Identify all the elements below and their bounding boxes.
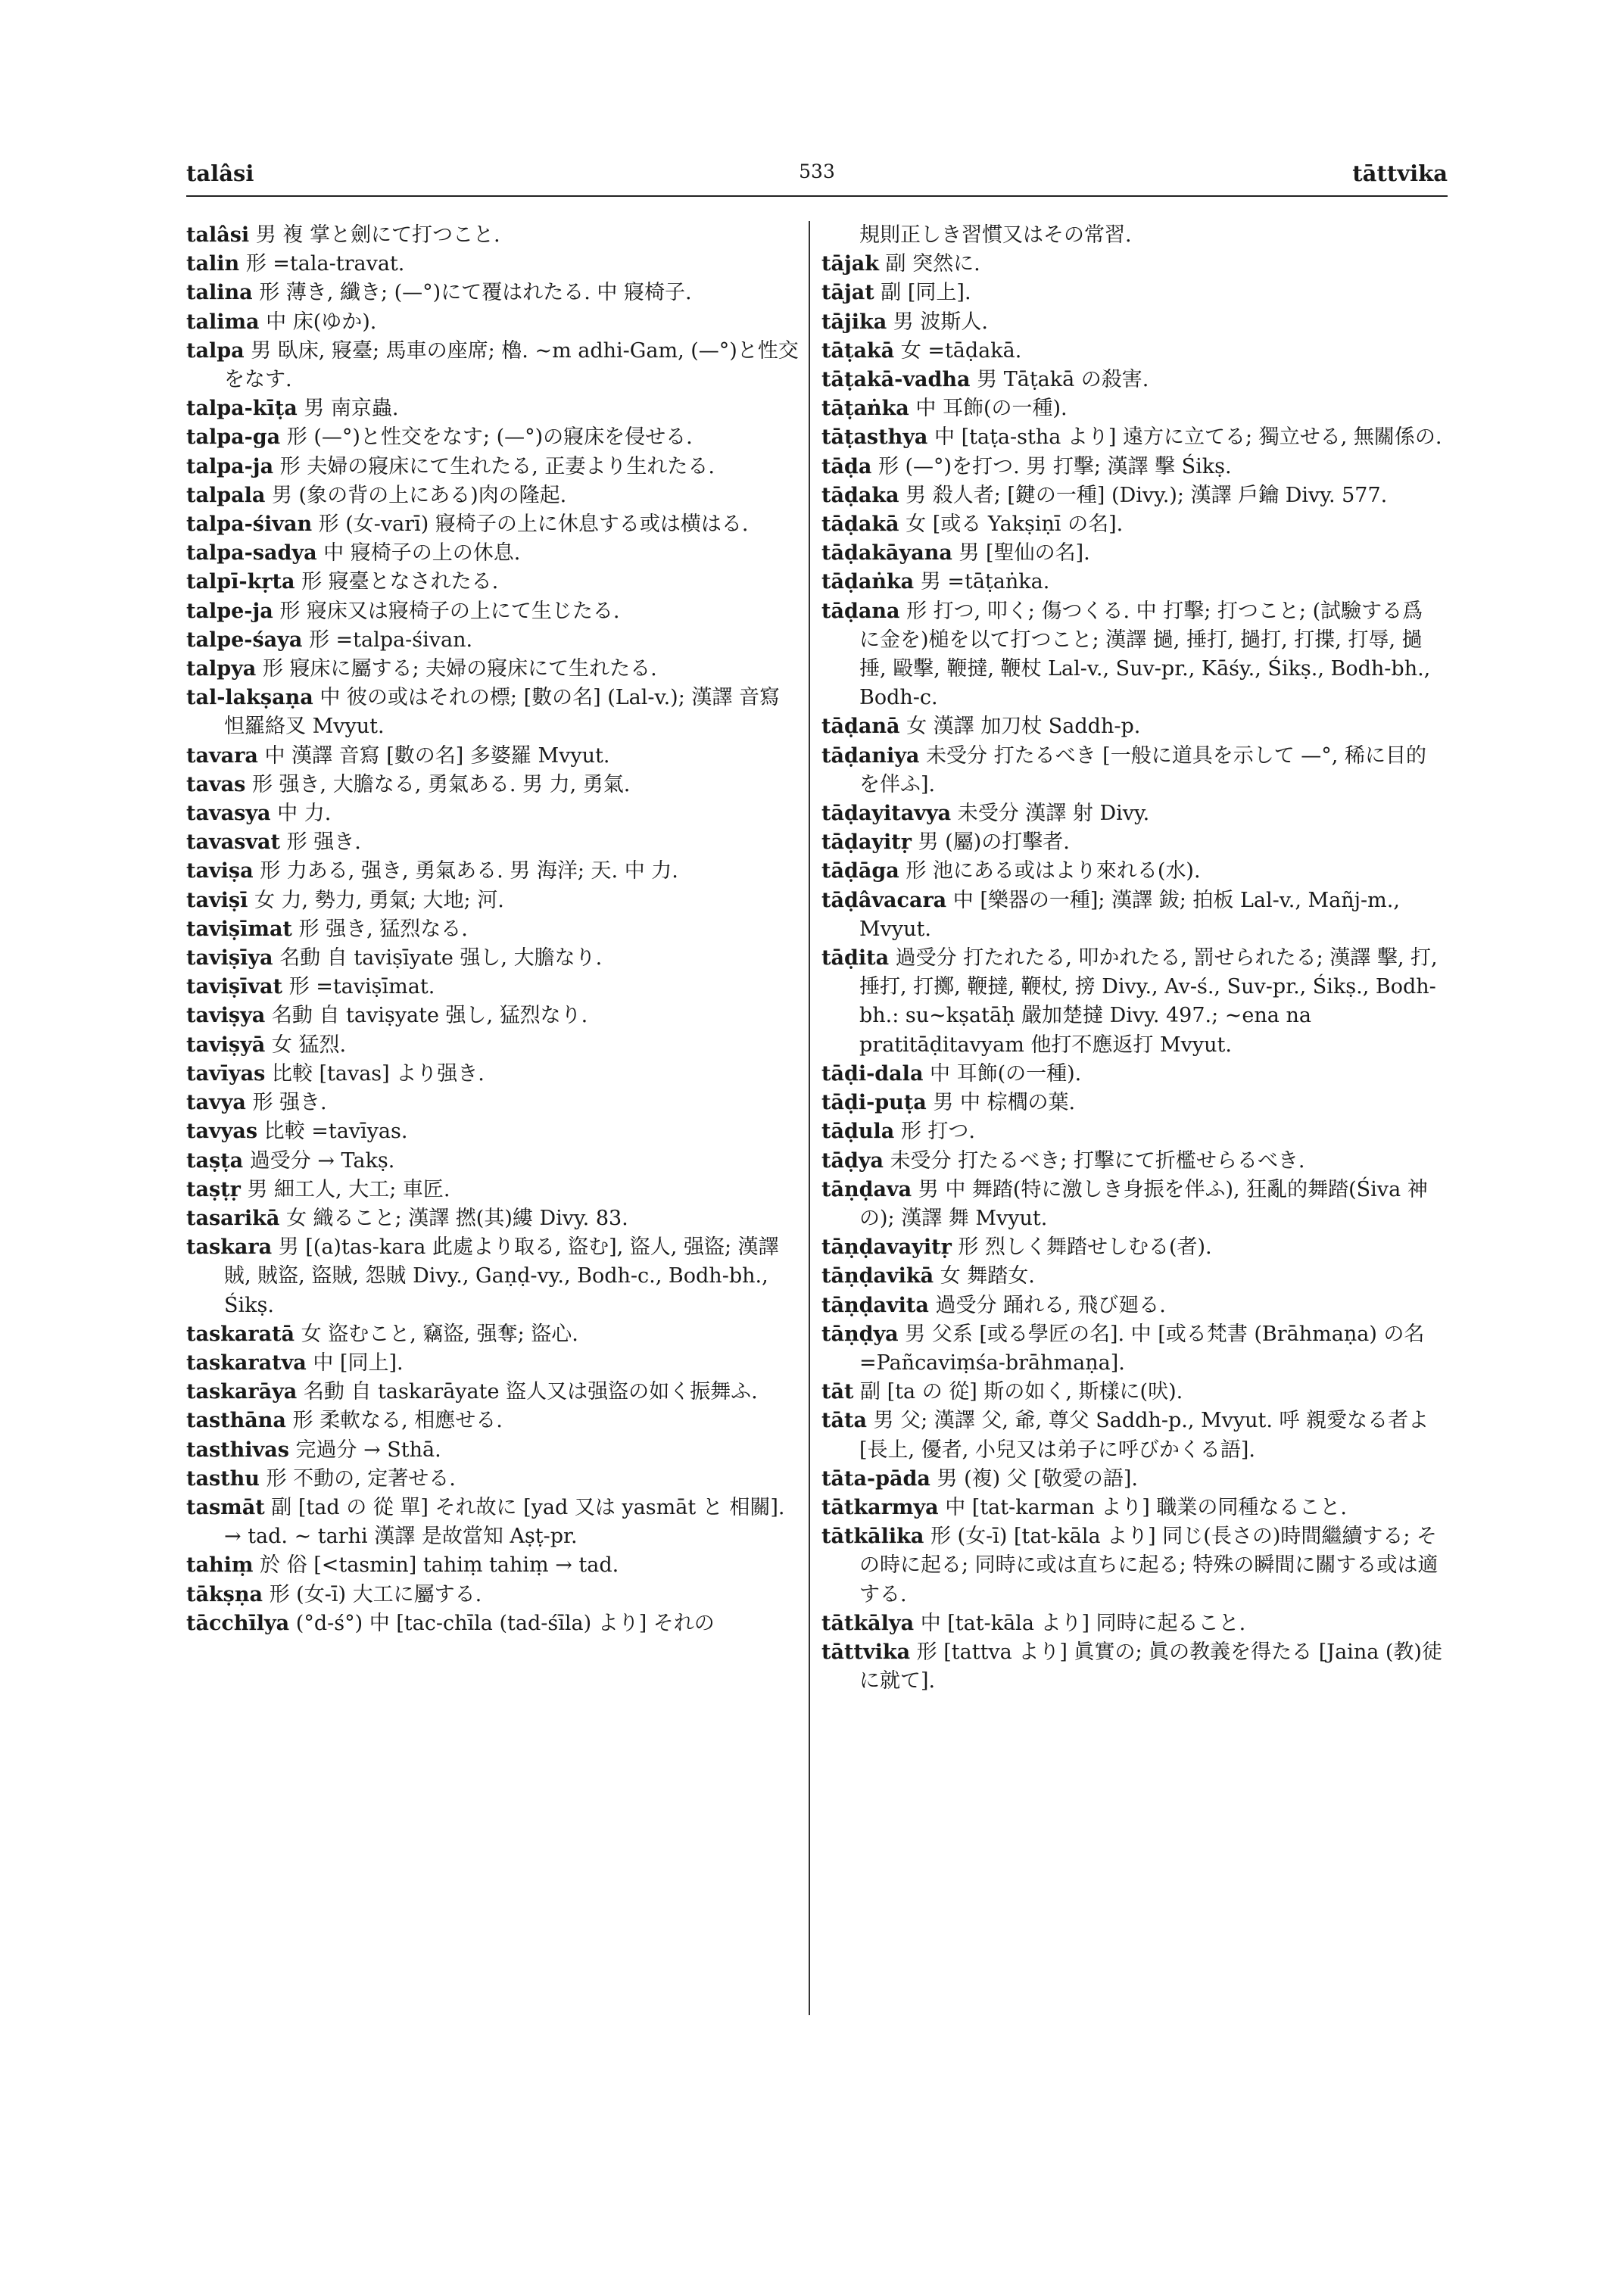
entry-headword: tāṭakā-vadha xyxy=(821,368,971,392)
entry-headword: talpa-kīṭa xyxy=(186,397,298,421)
dictionary-entry xyxy=(821,337,1442,366)
dictionary-entry xyxy=(821,1638,1442,1696)
entry-definition: 女 漢譯 加刀杖 Saddh-p. xyxy=(906,715,1141,739)
left-guide-word: talâsi xyxy=(186,160,254,186)
dictionary-entry xyxy=(186,1089,800,1117)
entry-headword: taskarāya xyxy=(186,1380,298,1404)
dictionary-entry xyxy=(821,250,1442,279)
dictionary-entry xyxy=(186,1147,800,1176)
entry-headword: tāḍanā xyxy=(821,715,900,739)
entry-headword: tāṇḍavikā xyxy=(821,1264,934,1288)
entry-definition: 過受分 → Takṣ. xyxy=(249,1148,395,1173)
entry-definition: 形 打つ. xyxy=(900,1120,975,1144)
entry-headword: taskaratā xyxy=(186,1322,295,1346)
left-column xyxy=(186,221,800,1638)
dictionary-entry xyxy=(186,568,800,597)
dictionary-entry xyxy=(821,742,1442,799)
dictionary-entry xyxy=(186,308,800,337)
entry-headword: taviṣīya xyxy=(186,946,273,970)
entry-headword: tāttvika xyxy=(821,1640,911,1664)
entry-definition: 形 烈しく舞踏せしむる(者). xyxy=(958,1235,1212,1260)
entry-headword: tāḍaniya xyxy=(821,743,920,768)
dictionary-entry xyxy=(186,886,800,915)
entry-headword: tavasvat xyxy=(186,830,281,855)
dictionary-entry xyxy=(821,1291,1442,1320)
entry-definition: 中 床(ゆか). xyxy=(266,310,377,334)
column-divider xyxy=(809,221,810,2015)
dictionary-entry xyxy=(186,1233,800,1320)
entry-definition: 女 [或る Yakṣiṇī の名]. xyxy=(906,512,1124,537)
entry-definition: 男 (象の背の上にある)肉の隆起. xyxy=(271,483,567,507)
dictionary-entry xyxy=(186,828,800,857)
dictionary-entry xyxy=(186,394,800,423)
entry-definition: 男 (複) 父 [敬愛の語]. xyxy=(937,1466,1138,1491)
entry-headword: tavya xyxy=(186,1091,246,1115)
entry-headword: talpe-śaya xyxy=(186,628,303,652)
running-header xyxy=(186,160,1448,197)
entry-definition: 形 寢臺となされたる. xyxy=(301,570,499,594)
entry-definition: 男 =tāṭaṅka. xyxy=(920,570,1050,594)
entry-headword: talâsi xyxy=(186,223,250,247)
entry-headword: tājak xyxy=(821,252,879,276)
entry-headword: taviṣya xyxy=(186,1004,266,1028)
entry-definition: 女 織ること; 漢譯 撚(其)縷 Divy. 83. xyxy=(285,1206,628,1230)
entry-headword: talina xyxy=(186,281,253,305)
entry-definition: 男 波斯人. xyxy=(893,310,988,334)
entry-definition: 形 打つ, 叩く; 傷つくる. 中 打擊; 打つこと; (試驗する爲に金を)槌を以て打つこと; 漢譯 撾, 捶打, 撾打, 打揲, 打辱, 撾捶, 毆擊, 鞭撻, 鞭杖 Lal-v., Suv-pr., Kāśy., Śikṣ., Bodh-bh., Bodh-c. xyxy=(859,599,1431,710)
entry-definition: (°d-ś°) 中 [tac-chīla (tad-śīla) より] それの xyxy=(295,1611,715,1635)
entry-definition: 形 薄き, 纖き; (—°)にて覆はれたる. 中 寢椅子. xyxy=(259,281,692,305)
entry-definition: 形 柔軟なる, 相應せる. xyxy=(292,1409,503,1433)
entry-headword: taviṣīvat xyxy=(186,975,283,999)
dictionary-entry xyxy=(186,1204,800,1233)
entry-headword: tāta-pāda xyxy=(821,1466,930,1491)
dictionary-entry xyxy=(186,799,800,828)
entry-headword: talpala xyxy=(186,483,266,507)
entry-headword: tasthāna xyxy=(186,1409,286,1433)
dictionary-entry xyxy=(821,712,1442,741)
dictionary-entry xyxy=(186,1320,800,1349)
dictionary-entry xyxy=(821,510,1442,539)
entry-definition: 形 强き. xyxy=(286,830,361,855)
dictionary-entry xyxy=(821,1089,1442,1117)
dictionary-entry xyxy=(186,1060,800,1089)
entry-definition: 名動 自 taskarāyate 盜人又は强盜の如く振舞ふ. xyxy=(303,1380,758,1404)
entry-headword: tahiṃ xyxy=(186,1553,254,1578)
dictionary-entry xyxy=(186,1176,800,1204)
dictionary-entry xyxy=(821,1117,1442,1146)
entry-definition: 名動 自 taviṣyate 强し, 猛烈なり. xyxy=(271,1004,588,1028)
page-number: 533 xyxy=(799,160,835,182)
entry-headword: taviṣa xyxy=(186,859,254,883)
dictionary-entry xyxy=(186,944,800,973)
entry-headword: tāṭaṅka xyxy=(821,397,909,421)
dictionary-entry xyxy=(821,394,1442,423)
dictionary-entry xyxy=(186,1002,800,1030)
entry-headword: tāḍaṅka xyxy=(821,570,915,594)
entry-definition: 中 [taṭa-stha より] 遠方に立てる; 獨立せる, 無關係の. xyxy=(934,425,1442,450)
dictionary-entry xyxy=(821,1147,1442,1176)
dictionary-entry xyxy=(186,423,800,452)
dictionary-entry xyxy=(821,308,1442,337)
entry-definition: 未受分 打たるべき [一般に道具を示して —°, 稀に目的を伴ふ]. xyxy=(859,743,1426,796)
entry-headword: tal-lakṣaṇa xyxy=(186,686,313,710)
entry-headword: tavyas xyxy=(186,1120,258,1144)
entry-definition: 完過分 → Sthā. xyxy=(295,1438,441,1462)
dictionary-entry xyxy=(821,1262,1442,1291)
entry-definition: 中 [tat-karman より] 職業の同種なること. xyxy=(945,1495,1347,1519)
entry-headword: tāḍayitṛ xyxy=(821,830,912,855)
dictionary-entry xyxy=(186,1407,800,1435)
dictionary-entry xyxy=(821,568,1442,597)
entry-definition: 中 寢椅子の上の休息. xyxy=(323,541,521,565)
entry-definition: 男 殺人者; [鍵の一種] (Divy.); 漢譯 戶鑰 Divy. 577. xyxy=(906,483,1388,507)
entry-definition: 形 [tattva より] 眞實の; 眞の教義を得たる [Jaina (教)徒に就て]. xyxy=(859,1640,1442,1693)
dictionary-entry xyxy=(186,221,800,250)
dictionary-entry xyxy=(186,539,800,568)
entry-definition: 男 複 掌と劍にて打つこと. xyxy=(255,223,500,247)
entry-headword: tavīyas xyxy=(186,1061,266,1086)
entry-definition: 比較 =tavīyas. xyxy=(263,1120,408,1144)
dictionary-entry xyxy=(186,973,800,1002)
entry-headword: talima xyxy=(186,310,260,334)
entry-definition: 比較 [tavas] より强き. xyxy=(271,1061,485,1086)
entry-definition: 中 力. xyxy=(277,802,332,826)
entry-definition: 形 寢床に屬する; 夫婦の寢床にて生れたる. xyxy=(262,657,657,681)
dictionary-entry xyxy=(821,857,1442,886)
dictionary-entry xyxy=(186,453,800,481)
entry-definition: 未受分 打たるべき; 打擊にて折檻せらるべき. xyxy=(890,1148,1305,1173)
entry-headword: tavara xyxy=(186,743,258,768)
entry-headword: tavasya xyxy=(186,802,271,826)
dictionary-entry xyxy=(821,453,1442,481)
entry-definition: 中 耳飾(の一種). xyxy=(930,1061,1082,1086)
entry-headword: tāḍaka xyxy=(821,483,899,507)
entry-definition: 女 舞踏女. xyxy=(940,1264,1035,1288)
entry-definition: 形 力ある, 强き, 勇氣ある. 男 海洋; 天. 中 力. xyxy=(260,859,678,883)
dictionary-entry xyxy=(186,1551,800,1580)
entry-definition: 中 [同上]. xyxy=(313,1351,404,1375)
dictionary-entry xyxy=(821,886,1442,944)
dictionary-entry xyxy=(821,944,1442,1060)
entry-definition: 男 Tāṭakā の殺害. xyxy=(977,368,1149,392)
dictionary-entry xyxy=(821,799,1442,828)
dictionary-entry xyxy=(186,1609,800,1638)
dictionary-entry xyxy=(821,1060,1442,1089)
entry-definition: 女 猛烈. xyxy=(271,1033,347,1057)
dictionary-entry xyxy=(186,510,800,539)
entry-definition: 女 盜むこと, 竊盜, 强奪; 盜心. xyxy=(301,1322,578,1346)
entry-definition: 於 俗 [<tasmin] tahiṃ tahiṃ → tad. xyxy=(260,1553,619,1578)
entry-headword: talpa-ja xyxy=(186,454,274,478)
entry-headword: talpa-śivan xyxy=(186,512,313,537)
entry-definition: 形 强き, 猛烈なる. xyxy=(298,917,468,941)
header-rule xyxy=(186,195,1448,197)
entry-definition: 規則正しき習慣又はその常習. xyxy=(859,223,1132,247)
dictionary-entry xyxy=(821,1176,1442,1233)
entry-definition: 形 =taviṣīmat. xyxy=(288,975,435,999)
dictionary-entry xyxy=(821,1465,1442,1494)
entry-definition: 男 南京蟲. xyxy=(304,397,399,421)
entry-headword: talpī-kṛta xyxy=(186,570,295,594)
entry-definition: 男 細工人, 大工; 車匠. xyxy=(247,1177,450,1201)
dictionary-entry xyxy=(821,366,1442,394)
dictionary-entry xyxy=(186,597,800,626)
entry-definition: 形 =talpa-śivan. xyxy=(308,628,473,652)
dictionary-entry xyxy=(186,1494,800,1551)
entry-headword: talin xyxy=(186,252,240,276)
entry-headword: taviṣīmat xyxy=(186,917,292,941)
entry-headword: tāḍayitavya xyxy=(821,802,952,826)
entry-definition: 副 [tad の 從 單] それ故に [yad 又は yasmāt と 相關]. → tad. ∼ tarhi 漢譯 是故當知 Aṣṭ-pr. xyxy=(224,1495,785,1549)
dictionary-entry xyxy=(186,1117,800,1146)
dictionary-entry xyxy=(186,481,800,510)
entry-definition: 形 (—°)と性交をなす; (—°)の寢床を侵せる. xyxy=(286,425,693,450)
entry-headword: tāḍakāyana xyxy=(821,541,952,565)
entry-headword: tājika xyxy=(821,310,887,334)
entry-headword: tākṣṇa xyxy=(186,1582,263,1606)
dictionary-entry xyxy=(821,279,1442,307)
dictionary-entry xyxy=(821,1320,1442,1378)
entry-headword: taṣṭa xyxy=(186,1148,244,1173)
entry-headword: talpa-sadya xyxy=(186,541,317,565)
entry-headword: tāḍâvacara xyxy=(821,888,947,912)
dictionary-entry xyxy=(821,481,1442,510)
dictionary-entry xyxy=(821,597,1442,713)
entry-definition: 形 强き, 大膽なる, 勇氣ある. 男 力, 勇氣. xyxy=(251,772,631,796)
entry-definition: 男 [聖仙の名]. xyxy=(959,541,1090,565)
dictionary-entry xyxy=(821,1522,1442,1609)
dictionary-entry xyxy=(821,1378,1442,1407)
entry-definition: 女 =tāḍakā. xyxy=(900,338,1022,363)
entry-headword: tavas xyxy=(186,772,246,796)
entry-headword: tāṭakā xyxy=(821,338,895,363)
entry-headword: tāṇḍavayitṛ xyxy=(821,1235,952,1260)
entry-definition: 中 [樂器の一種]; 漢譯 鈸; 拍板 Lal-v., Mañj-m., Mvyut. xyxy=(859,888,1400,941)
entry-headword: taskara xyxy=(186,1235,273,1260)
dictionary-entry xyxy=(821,1609,1442,1638)
entry-definition: 形 (女-ī) [tat-kāla より] 同じ(長さの)時間繼續する; その時に起る; 同時に或は直ちに起る; 特殊の瞬間に關する或は適する. xyxy=(859,1525,1439,1606)
entry-headword: tāḍi-dala xyxy=(821,1061,924,1086)
entry-headword: tāḍa xyxy=(821,454,872,478)
entry-headword: taviṣī xyxy=(186,888,248,912)
entry-definition: 女 力, 勢力, 勇氣; 大地; 河. xyxy=(254,888,504,912)
entry-headword: tāḍakā xyxy=(821,512,899,537)
entry-headword: tātkālika xyxy=(821,1525,924,1549)
entry-headword: tāṇḍavita xyxy=(821,1293,929,1317)
entry-definition: 形 强き. xyxy=(252,1091,327,1115)
entry-headword: talpe-ja xyxy=(186,599,273,623)
entry-headword: tāt xyxy=(821,1380,854,1404)
entry-headword: tasmāt xyxy=(186,1495,265,1519)
entry-headword: tāḍya xyxy=(821,1148,884,1173)
dictionary-entry xyxy=(186,684,800,741)
entry-definition: 形 (—°)を打つ. 男 打擊; 漢譯 擊 Śikṣ. xyxy=(877,454,1232,478)
entry-definition: 男 臥床, 寢臺; 馬車の座席; 櫓. ∼m adhi-Gam, (—°)と性交をなす. xyxy=(224,338,799,392)
dictionary-entry xyxy=(186,857,800,886)
dictionary-entry xyxy=(186,1581,800,1609)
entry-headword: tāḍana xyxy=(821,599,900,623)
right-guide-word: tāttvika xyxy=(1352,160,1448,186)
dictionary-entry xyxy=(821,423,1442,452)
entry-headword: taṣṭṛ xyxy=(186,1177,241,1201)
entry-headword: tāṭasthya xyxy=(821,425,928,450)
entry-definition: 形 =tala-travat. xyxy=(245,252,405,276)
entry-definition: 過受分 打たれたる, 叩かれたる, 罰せられたる; 漢譯 擊, 打, 捶打, 打擲, 鞭撻, 鞭杖, 搒 Divy., Av-ś., Suv-pr., Śikṣ., Bodh-bh.: su∼kṣatāḥ 嚴加楚撻 Divy. 497.; ∼ena na pratitāḍitavyam 他打不應返打 Mvyut. xyxy=(859,946,1438,1057)
dictionary-entry xyxy=(821,828,1442,857)
entry-headword: tasarikā xyxy=(186,1206,280,1230)
entry-headword: tāḍi-puṭa xyxy=(821,1091,927,1115)
entry-definition: 副 [ta の 從] 斯の如く, 斯樣に(吠). xyxy=(860,1380,1183,1404)
entry-headword: tāta xyxy=(821,1409,867,1433)
dictionary-entry xyxy=(821,539,1442,568)
dictionary-entry xyxy=(186,1436,800,1465)
entry-headword: tāḍāga xyxy=(821,859,899,883)
entry-headword: taskaratva xyxy=(186,1351,307,1375)
entry-headword: tāṇḍava xyxy=(821,1177,912,1201)
entry-definition: 中 漢譯 音寫 [數の名] 多婆羅 Mvyut. xyxy=(264,743,610,768)
dictionary-entry xyxy=(186,1349,800,1378)
dictionary-entry xyxy=(186,742,800,771)
entry-definition: 過受分 踊れる, 飛び廻る. xyxy=(935,1293,1166,1317)
entry-definition: 形 不動の, 定著せる. xyxy=(266,1466,456,1491)
entry-headword: tājat xyxy=(821,281,874,305)
entry-headword: talpya xyxy=(186,657,257,681)
dictionary-entry xyxy=(821,1494,1442,1522)
entry-definition: 名動 自 taviṣīyate 强し, 大膽なり. xyxy=(279,946,603,970)
entry-headword: tāḍula xyxy=(821,1120,895,1144)
entry-definition: 中 [tat-kāla より] 同時に起ること. xyxy=(920,1611,1246,1635)
entry-definition: 形 夫婦の寢床にて生れたる, 正妻より生れたる. xyxy=(279,454,715,478)
entry-definition: 男 父; 漢譯 父, 爺, 尊父 Saddh-p., Mvyut. 呼 親愛なる者よ [長上, 優者, 小兒又は弟子に呼びかくる語]. xyxy=(859,1409,1429,1462)
entry-headword: tācchīlya xyxy=(186,1611,290,1635)
dictionary-entry xyxy=(821,1407,1442,1464)
entry-definition: 中 彼の或はそれの標; [數の名] (Lal-v.); 漢譯 音寫 怛羅絡叉 Mvyut. xyxy=(224,686,780,739)
entry-definition: 副 突然に. xyxy=(885,252,980,276)
entry-headword: tāṇḍya xyxy=(821,1322,899,1346)
dictionary-entry xyxy=(186,250,800,279)
dictionary-entry xyxy=(821,1233,1442,1262)
entry-headword: tasthivas xyxy=(186,1438,289,1462)
dictionary-entry xyxy=(186,655,800,684)
dictionary-entry xyxy=(186,1378,800,1407)
dictionary-entry xyxy=(821,221,1442,250)
entry-headword: tāḍita xyxy=(821,946,890,970)
entry-definition: 形 (女-ī) 大工に屬する. xyxy=(269,1582,482,1606)
entry-definition: 未受分 漢譯 射 Divy. xyxy=(957,802,1150,826)
entry-headword: tātkarmya xyxy=(821,1495,939,1519)
entry-headword: tātkālya xyxy=(821,1611,915,1635)
dictionary-entry xyxy=(186,337,800,394)
entry-definition: 男 中 棕櫚の葉. xyxy=(933,1091,1076,1115)
dictionary-entry xyxy=(186,1465,800,1494)
dictionary-entry xyxy=(186,771,800,799)
entry-definition: 形 寢床又は寢椅子の上にて生じたる. xyxy=(279,599,620,623)
entry-definition: 形 (女-varī) 寢椅子の上に休息する或は横はる. xyxy=(318,512,749,537)
entry-headword: talpa xyxy=(186,338,245,363)
entry-definition: 副 [同上]. xyxy=(881,281,971,305)
dictionary-entry xyxy=(186,915,800,944)
entry-definition: 男 中 舞踏(特に激しき身振を伴ふ), 狂亂的舞踏(Śiva 神の); 漢譯 舞 Mvyut. xyxy=(859,1177,1428,1230)
entry-headword: tasthu xyxy=(186,1466,260,1491)
entry-headword: taviṣyā xyxy=(186,1033,266,1057)
entry-definition: 男 父系 [或る學匠の名]. 中 [或る梵書 (Brāhmaṇa) の名 =Pañcaviṃśa-brāhmaṇa]. xyxy=(859,1322,1425,1375)
entry-definition: 男 [(a)tas-kara 此處より取る, 盜む], 盜人, 强盜; 漢譯 賊, 賊盜, 盜賊, 怨賊 Divy., Gaṇḍ-vy., Bodh-c., Bodh-bh., Śikṣ. xyxy=(224,1235,779,1317)
entry-definition: 形 池にある或はより來れる(水). xyxy=(906,859,1201,883)
dictionary-entry xyxy=(186,1031,800,1060)
dictionary-entry xyxy=(186,626,800,655)
dictionary-entry xyxy=(186,279,800,307)
right-column xyxy=(821,221,1442,1696)
entry-definition: 男 (屬)の打擊者. xyxy=(918,830,1070,855)
entry-headword: talpa-ga xyxy=(186,425,281,450)
entry-definition: 中 耳飾(の一種). xyxy=(915,397,1068,421)
